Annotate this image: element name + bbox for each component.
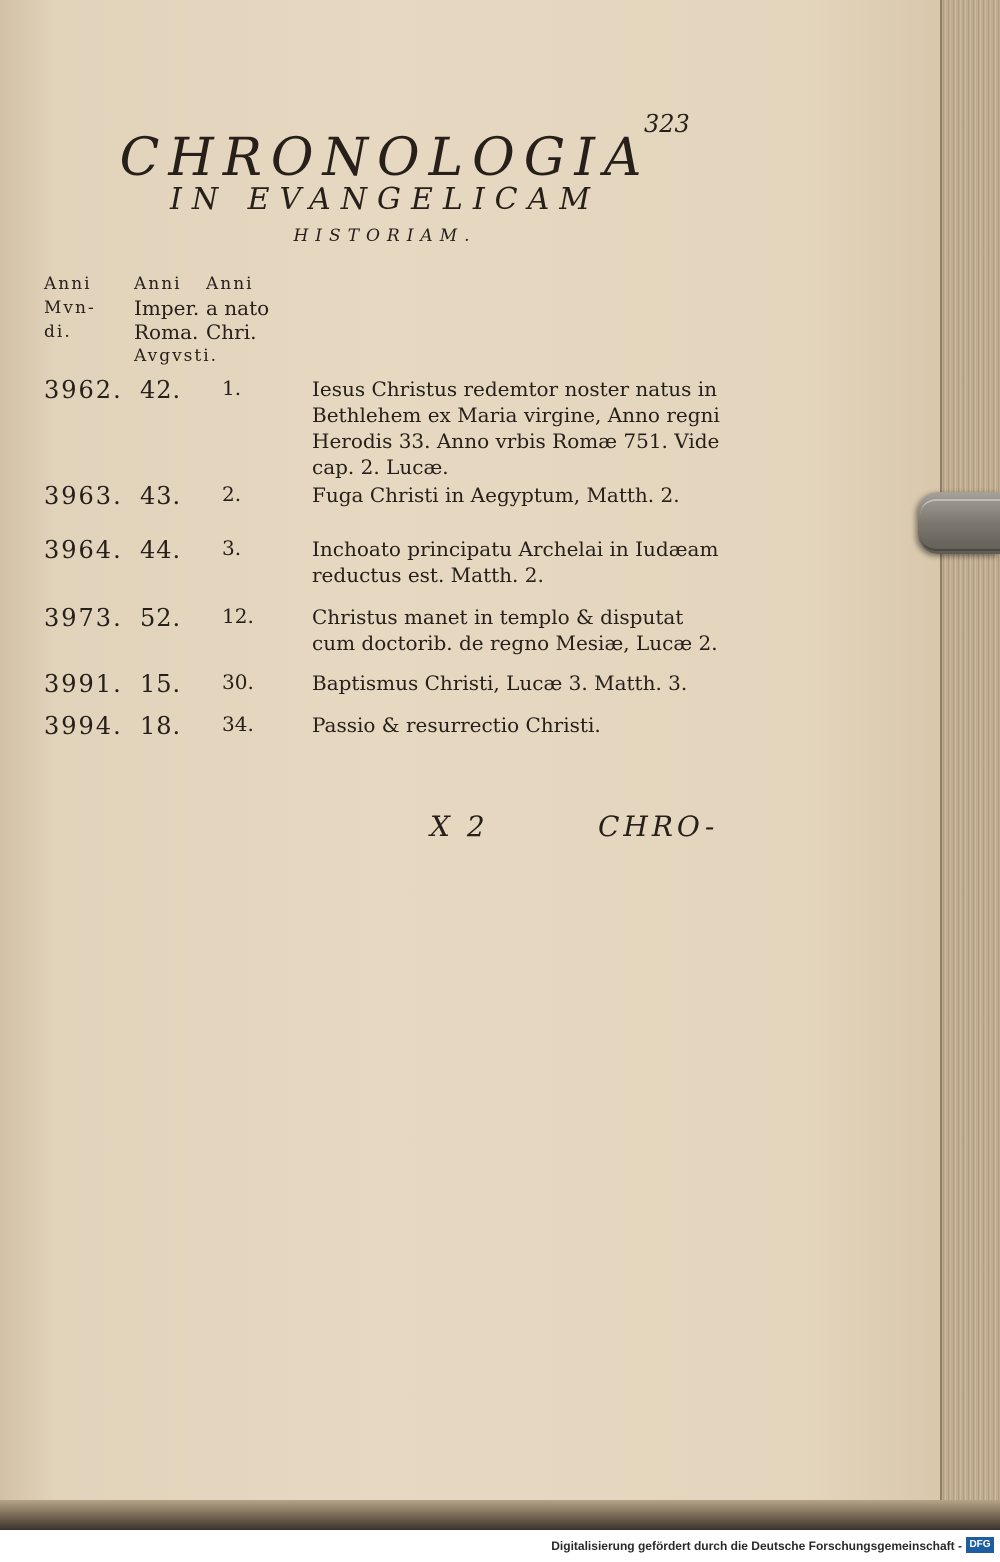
cell-anni-mundi: 3963. xyxy=(44,482,123,510)
dfg-logo: DFG xyxy=(966,1537,994,1553)
cell-anni-mundi: 3962. xyxy=(44,376,123,404)
cell-event: Christus manet in templo & disputat cum doctorib. de regno Mesiæ, Lucæ 2. xyxy=(312,605,718,655)
book-bottom-edge xyxy=(0,1500,1000,1530)
page-subtitle-2: HISTORIAM. xyxy=(293,226,477,246)
page-clip-band xyxy=(920,499,1000,551)
cell-anni-mundi: 3994. xyxy=(44,712,123,740)
header-line: Anni xyxy=(206,274,254,294)
cell-anni-chri: 34. xyxy=(222,712,254,736)
header-line: Roma. xyxy=(134,320,199,344)
footer-credit: Digitalisierung gefördert durch die Deutsche Forschungsgemeinschaft - xyxy=(551,1539,962,1553)
cell-event: Iesus Christus redemtor noster natus in Bethlehem ex Maria virgine, Anno regni Herodis 33. Anno vrbis Romæ 751. Vide cap. 2. Lucæ. xyxy=(312,377,720,479)
cell-anni-imper: 43. xyxy=(140,482,182,510)
cell-anni-chri: 2. xyxy=(222,482,242,506)
cell-anni-imper: 42. xyxy=(140,376,182,404)
column-header-anni-mundi xyxy=(44,272,96,344)
table-row xyxy=(0,482,940,522)
table-row xyxy=(0,376,940,479)
cell-anni-imper: 52. xyxy=(140,604,182,632)
digitization-footer xyxy=(0,1530,1000,1562)
cell-anni-chri: 30. xyxy=(222,670,254,694)
cell-anni-chri: 1. xyxy=(222,376,242,400)
cell-anni-mundi: 3973. xyxy=(44,604,123,632)
table-row xyxy=(0,536,940,587)
header-line: Anni xyxy=(134,274,182,294)
table-row xyxy=(0,712,940,752)
header-line: a nato xyxy=(206,296,270,320)
cell-anni-chri: 12. xyxy=(222,604,254,628)
table-row xyxy=(0,670,940,710)
page-title: CHRONOLOGIA xyxy=(119,128,651,188)
header-line: Mvn- xyxy=(44,298,96,318)
header-line: Imper. xyxy=(134,296,200,320)
catchword: CHRO- xyxy=(598,810,719,843)
cell-event: Passio & resurrectio Christi. xyxy=(312,713,601,737)
header-line: Anni xyxy=(44,274,92,294)
cell-anni-mundi: 3964. xyxy=(44,536,123,564)
page-number: 323 xyxy=(644,110,690,138)
bleed-through-text xyxy=(300,870,720,896)
header-line: di. xyxy=(44,322,72,342)
cell-anni-chri: 3. xyxy=(222,536,242,560)
page-subtitle: IN EVANGELICAM xyxy=(169,182,601,217)
signature-mark: X 2 xyxy=(430,810,489,843)
cell-anni-imper: 44. xyxy=(140,536,182,564)
cell-anni-mundi: 3991. xyxy=(44,670,123,698)
cell-event: Baptismus Christi, Lucæ 3. Matth. 3. xyxy=(312,671,688,695)
cell-anni-imper: 15. xyxy=(140,670,182,698)
table-row xyxy=(0,604,940,655)
header-line: Chri. xyxy=(206,320,257,344)
column-header-anni-chri xyxy=(206,272,269,344)
header-line: Avgvsti. xyxy=(134,346,219,366)
cell-event: Inchoato principatu Archelai in Iudæam reductus est. Matth. 2. xyxy=(312,537,719,587)
bleed-through-line xyxy=(300,870,720,896)
cell-event: Fuga Christi in Aegyptum, Matth. 2. xyxy=(312,483,680,507)
cell-anni-imper: 18. xyxy=(140,712,182,740)
book-page-edges xyxy=(940,0,1000,1525)
